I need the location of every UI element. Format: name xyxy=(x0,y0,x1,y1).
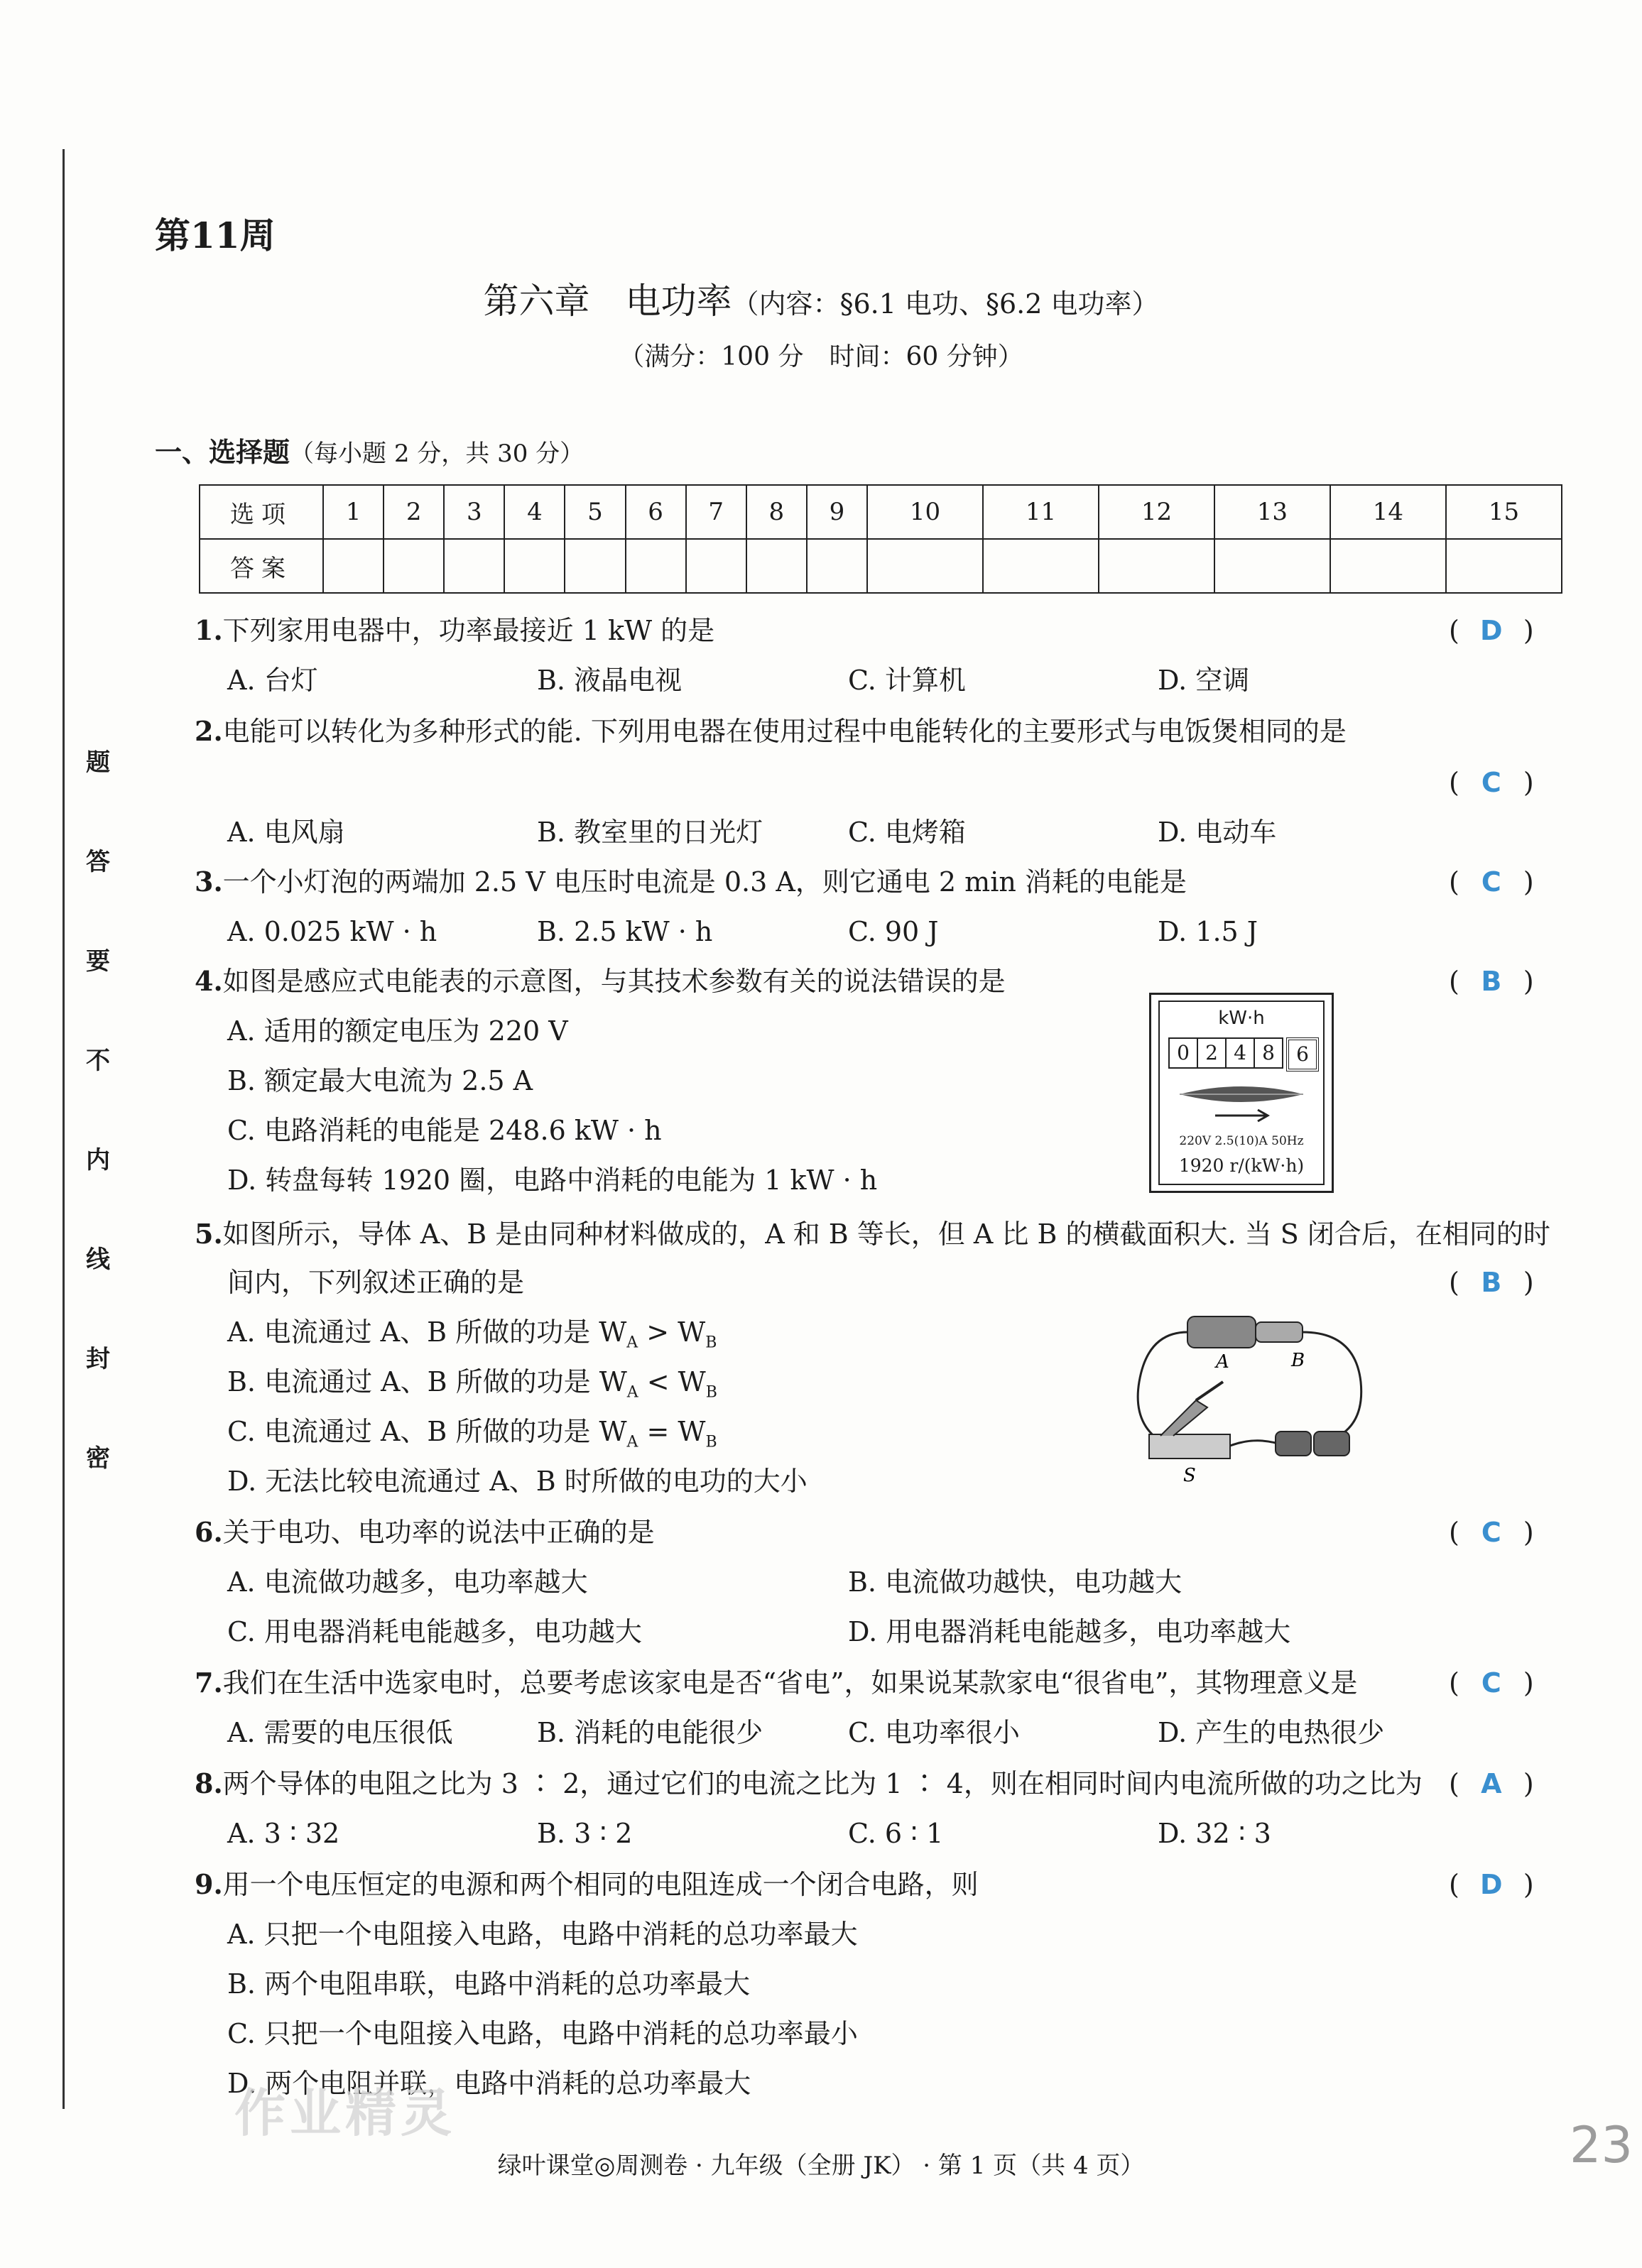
question-number: 5. xyxy=(195,1218,223,1250)
question-number: 7. xyxy=(195,1667,223,1699)
chapter-title: 第六章 电功率 xyxy=(483,280,732,322)
option-b: B. 两个电阻串联，电路中消耗的总功率最大 xyxy=(227,1968,751,2000)
answer-bracket-3: ( C ) xyxy=(1449,863,1562,900)
answer-cell[interactable] xyxy=(1330,539,1446,593)
page-footer: 绿叶课堂◎周测卷 · 九年级（全册 JK） · 第 1 页（共 4 页） xyxy=(497,2152,1145,2180)
question-number: 9. xyxy=(195,1868,223,1900)
table-row-options xyxy=(200,485,1562,539)
chapter-subtitle: （内容：§6.1 电功、§6.2 电功率） xyxy=(732,288,1159,320)
question-text: 如图是感应式电能表的示意图，与其技术参数有关的说法错误的是 xyxy=(222,966,1006,997)
answer-cell[interactable] xyxy=(384,539,444,593)
option-c: C. 电功率很小 xyxy=(848,1717,1020,1748)
option-a: A. 适用的额定电压为 220 V xyxy=(227,1015,568,1047)
question-text: 如图所示，导体 A、B 是由同种材料做成的，A 和 B 等长，但 A 比 B 的横截面积大. 当 S 闭合后，在相同的时 xyxy=(222,1218,1550,1250)
option-a: A. 0.025 kW · h xyxy=(227,916,437,947)
question-text: 两个导体的电阻之比为 3 ∶ 2，通过它们的电流之比为 1 ∶ 4，则在相同时间内电流所做的功之比为 xyxy=(222,1768,1423,1799)
option-relation: > W xyxy=(638,1316,706,1348)
page-number: 23 xyxy=(1570,2116,1633,2174)
question-1 xyxy=(195,612,714,649)
table-cell: 12 xyxy=(1099,485,1214,539)
option-b: B. 3 ∶ 2 xyxy=(537,1818,633,1849)
margin-char-3: 要 xyxy=(86,947,110,976)
watermark: 作业精灵 xyxy=(234,2083,457,2143)
option-b: B. 电流通过 A、B 所做的功是 $W_A < W_B$ xyxy=(227,1366,717,1402)
question-text: 一个小灯泡的两端加 2.5 V 电压时电流是 0.3 A，则它通电 2 min 消耗的电能是 xyxy=(222,866,1187,898)
option-text: A. 电流通过 A、B 所做的功是 W xyxy=(227,1316,627,1348)
table-cell: 3 xyxy=(444,485,504,539)
table-row-label: 答案 xyxy=(200,539,323,593)
answer-bracket-7: ( C ) xyxy=(1449,1664,1562,1701)
answer-letter: C xyxy=(1481,866,1501,898)
meter-digit-decimal: 6 xyxy=(1286,1037,1319,1072)
answer-bracket-4: ( B ) xyxy=(1449,963,1562,1000)
option-d: D. 用电器消耗电能越多，电功率越大 xyxy=(848,1616,1291,1647)
answer-cell[interactable] xyxy=(807,539,867,593)
margin-char-6: 线 xyxy=(86,1245,110,1274)
answer-cell[interactable] xyxy=(1214,539,1330,593)
meter-digit: 2 xyxy=(1198,1037,1227,1069)
option-relation: < W xyxy=(638,1366,706,1397)
question-number: 8. xyxy=(195,1767,223,1799)
answer-cell[interactable] xyxy=(686,539,746,593)
option-d: D. 电动车 xyxy=(1158,817,1277,848)
answer-cell[interactable] xyxy=(1446,539,1562,593)
table-cell: 8 xyxy=(746,485,807,539)
question-2 xyxy=(195,713,1347,750)
answer-cell[interactable] xyxy=(626,539,686,593)
meter-disc-icon xyxy=(1173,1079,1310,1128)
question-3 xyxy=(195,863,1187,900)
answer-letter: C xyxy=(1481,767,1501,798)
section-heading xyxy=(155,430,584,469)
answer-bracket-8: ( A ) xyxy=(1449,1765,1562,1802)
question-text: 电能可以转化为多种形式的能. 下列用电器在使用过程中电能转化的主要形式与电饭煲相同的是 xyxy=(222,716,1347,747)
question-number: 6. xyxy=(195,1516,223,1548)
option-c: C. 用电器消耗电能越多，电功越大 xyxy=(227,1616,642,1647)
section-title: 一、选择题 xyxy=(155,436,290,468)
answer-cell[interactable] xyxy=(983,539,1099,593)
option-c: C. 6 ∶ 1 xyxy=(848,1818,944,1849)
option-d: D. 产生的电热很少 xyxy=(1158,1717,1385,1748)
table-cell: 9 xyxy=(807,485,867,539)
table-cell: 2 xyxy=(384,485,444,539)
margin-char-7: 封 xyxy=(86,1345,110,1373)
table-cell: 4 xyxy=(504,485,565,539)
option-a: A. 电风扇 xyxy=(227,817,345,848)
margin-char-1: 题 xyxy=(86,748,110,777)
answer-letter: C xyxy=(1481,1667,1501,1699)
answer-cell[interactable] xyxy=(746,539,807,593)
exam-meta: （满分：100 分 时间：60 分钟） xyxy=(619,342,1023,371)
label-a: A xyxy=(1216,1351,1229,1373)
answer-letter: B xyxy=(1481,966,1502,997)
meter-rate: 1920 r/(kW·h) xyxy=(1178,1155,1305,1176)
answer-bracket-2: ( C ) xyxy=(1449,764,1562,801)
option-a: A. 台灯 xyxy=(227,665,318,696)
table-cell: 14 xyxy=(1330,485,1446,539)
option-text: B. 电流通过 A、B 所做的功是 W xyxy=(227,1366,627,1397)
meter-digit: 0 xyxy=(1168,1037,1198,1069)
label-s: S xyxy=(1183,1465,1196,1485)
table-row-answers xyxy=(200,539,1562,593)
answer-cell[interactable] xyxy=(444,539,504,593)
table-cell: 11 xyxy=(983,485,1099,539)
label-b: B xyxy=(1291,1350,1305,1371)
question-5-continued: 间内，下列叙述正确的是 xyxy=(227,1267,525,1298)
question-text: 关于电功、电功率的说法中正确的是 xyxy=(222,1517,655,1548)
question-number: 4. xyxy=(195,965,223,997)
table-cell: 5 xyxy=(565,485,625,539)
option-a: A. 只把一个电阻接入电路，电路中消耗的总功率最大 xyxy=(227,1919,858,1950)
meter-unit: kW·h xyxy=(1218,1008,1265,1029)
margin-char-4: 不 xyxy=(86,1047,110,1075)
option-d: D. 两个电阻并联，电路中消耗的总功率最大 xyxy=(227,2068,751,2099)
meter-digit: 4 xyxy=(1227,1037,1255,1069)
answer-cell[interactable] xyxy=(867,539,983,593)
option-b: B. 液晶电视 xyxy=(537,665,683,696)
option-d: D. 32 ∶ 3 xyxy=(1158,1818,1271,1849)
option-c: C. 90 J xyxy=(848,916,939,947)
option-c: C. 电流通过 A、B 所做的功是 $W_A = W_B$ xyxy=(227,1416,717,1451)
question-text: 我们在生活中选家电时，总要考虑该家电是否“省电”，如果说某款家电“很省电”，其物理意义是 xyxy=(222,1667,1358,1699)
option-c: C. 电路消耗的电能是 248.6 kW · h xyxy=(227,1115,662,1146)
answer-cell[interactable] xyxy=(1099,539,1214,593)
question-5 xyxy=(195,1216,1550,1253)
option-a: A. 电流通过 A、B 所做的功是 $W_A > W_B$ xyxy=(227,1316,717,1352)
option-b: B. 额定最大电流为 2.5 A xyxy=(227,1065,533,1096)
question-9 xyxy=(195,1866,979,1903)
answer-letter: D xyxy=(1480,1869,1503,1900)
meter-digit: 8 xyxy=(1255,1037,1283,1069)
answer-letter: D xyxy=(1480,615,1503,646)
answer-bracket-5: ( B ) xyxy=(1449,1264,1562,1301)
answer-letter: B xyxy=(1481,1267,1502,1298)
question-8 xyxy=(195,1765,1423,1802)
option-text: C. 电流通过 A、B 所做的功是 W xyxy=(227,1416,627,1447)
option-b: B. 2.5 kW · h xyxy=(537,916,713,947)
question-text: 下列家用电器中，功率最接近 1 kW 的是 xyxy=(222,615,715,646)
chapter-heading xyxy=(0,273,1642,324)
question-number: 3. xyxy=(195,866,223,898)
option-c: C. 电烤箱 xyxy=(848,817,966,848)
table-cell: 10 xyxy=(867,485,983,539)
option-b: B. 电流做功越快，电功越大 xyxy=(848,1566,1182,1598)
option-relation: = W xyxy=(638,1416,706,1447)
option-b: B. 教室里的日光灯 xyxy=(537,817,763,848)
question-text: 用一个电压恒定的电源和两个相同的电阻连成一个闭合电路，则 xyxy=(222,1869,979,1900)
margin-char-8: 密 xyxy=(86,1444,110,1473)
answer-table xyxy=(199,484,1562,594)
table-cell: 15 xyxy=(1446,485,1562,539)
question-number: 1. xyxy=(195,614,223,646)
table-cell: 13 xyxy=(1214,485,1330,539)
week-title: 第11周 xyxy=(155,214,276,256)
answer-letter: C xyxy=(1481,1517,1501,1548)
answer-cell[interactable] xyxy=(565,539,625,593)
margin-char-5: 内 xyxy=(86,1146,110,1174)
table-cell: 1 xyxy=(323,485,384,539)
option-d: D. 转盘每转 1920 圈，电路中消耗的电能为 1 kW · h xyxy=(227,1165,878,1196)
question-4 xyxy=(195,963,1006,1000)
option-b: B. 消耗的电能很少 xyxy=(537,1717,763,1748)
circuit-figure xyxy=(1111,1304,1395,1485)
margin-char-2: 答 xyxy=(86,848,110,876)
meter-spec: 220V 2.5(10)A 50Hz xyxy=(1179,1134,1304,1148)
option-d: D. 1.5 J xyxy=(1158,916,1258,947)
option-d: D. 空调 xyxy=(1158,665,1250,696)
option-a: A. 电流做功越多，电功率越大 xyxy=(227,1566,588,1598)
energy-meter-figure xyxy=(1149,993,1334,1193)
section-note: （每小题 2 分，共 30 分） xyxy=(290,440,585,468)
answer-cell[interactable] xyxy=(323,539,384,593)
option-c: C. 计算机 xyxy=(848,665,966,696)
option-c: C. 只把一个电阻接入电路，电路中消耗的总功率最小 xyxy=(227,2018,858,2049)
answer-cell[interactable] xyxy=(504,539,565,593)
binding-line xyxy=(62,149,65,2109)
question-6 xyxy=(195,1514,655,1551)
answer-bracket-6: ( C ) xyxy=(1449,1514,1562,1551)
answer-letter: A xyxy=(1481,1768,1502,1799)
table-cell: 7 xyxy=(686,485,746,539)
table-cell: 6 xyxy=(626,485,686,539)
question-7 xyxy=(195,1664,1357,1701)
answer-bracket-9: ( D ) xyxy=(1449,1866,1562,1903)
question-number: 2. xyxy=(195,715,223,747)
table-row-label: 选项 xyxy=(200,485,323,539)
option-a: A. 3 ∶ 32 xyxy=(227,1818,340,1849)
option-a: A. 需要的电压很低 xyxy=(227,1717,453,1748)
answer-bracket-1: ( D ) xyxy=(1449,612,1562,649)
meter-digits xyxy=(1168,1037,1319,1072)
option-d: D. 无法比较电流通过 A、B 时所做的电功的大小 xyxy=(227,1466,808,1497)
